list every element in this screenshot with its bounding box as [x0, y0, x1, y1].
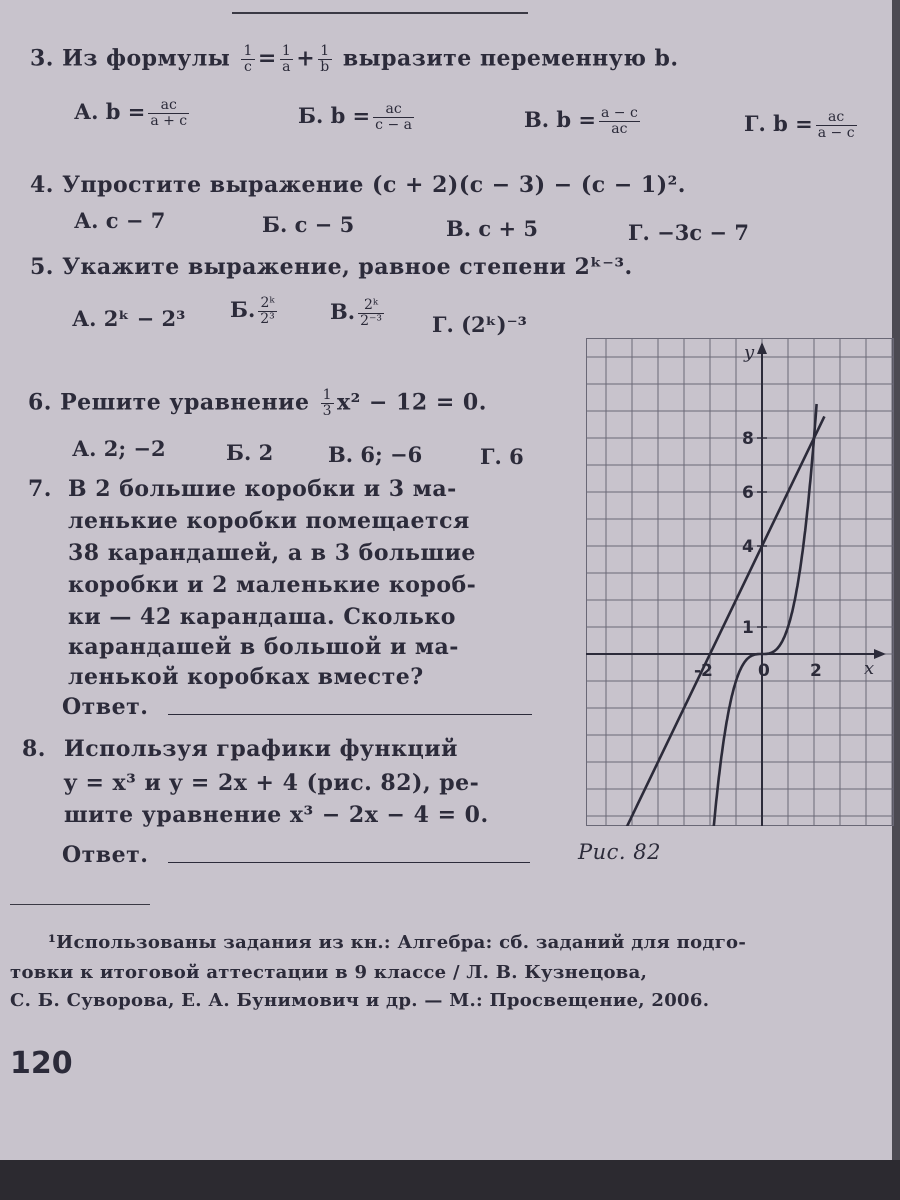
footnote-line: С. Б. Суворова, Е. А. Бунимович и др. — М.: Просвещение, 2006. [10, 990, 710, 1011]
y-tick-label-4: 4 [742, 537, 754, 557]
question-8-answer-line [168, 862, 530, 863]
q3-option-a: А. b = $\frac{ac}{a + c}$ [74, 97, 188, 129]
question-7-line: ленькие коробки помещается [68, 508, 470, 534]
y-axis-label: y [744, 342, 755, 363]
formula-frac-1: $\frac{1}{c}$ [243, 43, 253, 75]
curves [627, 404, 825, 826]
x-axis-label: x [864, 658, 875, 679]
question-3-lead: Из формулы [62, 45, 231, 72]
question-8-line: y = x³ и y = 2x + 4 (рис. 82), ре- [64, 770, 480, 796]
question-7-line: ки — 42 карандаша. Сколько [68, 604, 456, 630]
background-shadow [0, 1160, 900, 1200]
formula-frac-3: $\frac{1}{b}$ [320, 43, 330, 75]
question-7-number: 7. [28, 476, 52, 502]
question-6-tail: x² − 12 = 0. [337, 389, 487, 416]
y-tick-label-8: 8 [742, 429, 754, 449]
question-4-text: Упростите выражение (c + 2)(c − 3) − (c − 1)². [62, 172, 686, 198]
q4-option-c: В. c + 5 [446, 216, 538, 241]
q5-option-d: Г. (2ᵏ)⁻³ [432, 312, 527, 337]
q6-option-b: Б. 2 [226, 440, 274, 465]
question-7-line: ленькой коробках вместе? [68, 664, 424, 690]
y-tick-label-1: 1 [742, 618, 754, 638]
q5-option-b: Б. $\frac{\text{2ᵏ}}{\text{2³}}$ [230, 295, 275, 327]
q4-option-a: А. c − 7 [74, 208, 166, 233]
q6-fraction: $\frac{1}{3}$ [322, 387, 333, 419]
grid [586, 338, 894, 826]
question-6-lead: Решите уравнение [60, 389, 310, 416]
question-8-line: шите уравнение x³ − 2x − 4 = 0. [64, 802, 489, 828]
question-7-answer-line [168, 714, 532, 715]
page-number: 120 [10, 1046, 73, 1081]
question-7-line: коробки и 2 маленькие короб- [68, 572, 477, 598]
series-linear-line [627, 416, 825, 826]
x-tick-label-neg2: -2 [694, 661, 713, 681]
x-tick-label-0: 0 [758, 661, 770, 681]
question-7-line: карандашей в большой и ма- [68, 634, 459, 660]
question-8-number: 8. [22, 736, 46, 762]
q6-option-c: В. 6; −6 [328, 442, 423, 467]
question-4-number: 4. [30, 172, 54, 198]
question-7-line: В 2 большие коробки и 3 ма- [68, 476, 457, 502]
grid-frame [587, 339, 894, 826]
q5-option-a: А. 2ᵏ − 2³ [72, 306, 186, 331]
y-axis-arrow [757, 342, 767, 354]
question-5 [30, 254, 633, 280]
q3-option-d: Г. b = $\frac{ac}{a - c}$ [744, 109, 855, 141]
q3-option-c: В. b = $\frac{a - c}{ac}$ [524, 105, 638, 137]
footnote-rule [10, 904, 150, 905]
figure-caption: Рис. 82 [578, 840, 661, 864]
q4-option-b: Б. c − 5 [262, 212, 355, 237]
y-tick-label-6: 6 [742, 483, 754, 503]
q6-option-a: А. 2; −2 [72, 436, 166, 461]
figure-82-graph [586, 338, 894, 826]
x-axis-arrow [874, 649, 886, 659]
q6-option-d: Г. 6 [480, 444, 524, 469]
q4-option-d: Г. −3c − 7 [628, 220, 749, 245]
q3-option-b: Б. b = $\frac{ac}{c - a}$ [298, 101, 412, 133]
footnote-line: товки к итоговой аттестации в 9 классе / Л. В. Кузнецова, [10, 962, 648, 983]
question-7-line: 38 карандашей, а в 3 большие [68, 540, 476, 566]
top-rule [232, 12, 528, 14]
question-8-line: Используя графики функций [64, 736, 458, 762]
question-5-text: Укажите выражение, равное степени 2ᵏ⁻³. [62, 254, 633, 280]
question-4 [30, 172, 686, 198]
question-6-number: 6. [28, 389, 52, 416]
footnote-line: ¹Использованы задания из кн.: Алгебра: сб. заданий для подго- [48, 932, 747, 953]
q5-option-c: В. $\frac{\text{2ᵏ}}{\text{2⁻³}}$ [330, 297, 382, 329]
x-tick-label-2: 2 [810, 661, 822, 681]
question-3: 3. Из формулы $\frac{1}{c}$ = $\frac{1}{a}$ + $\frac{1}{b}$ выразите переменную b. [30, 43, 679, 75]
question-7-answer-label: Ответ. [62, 694, 149, 720]
question-8-answer-label: Ответ. [62, 842, 149, 868]
question-5-number: 5. [30, 254, 54, 280]
question-3-number: 3. [30, 45, 54, 72]
formula-frac-2: $\frac{1}{a}$ [281, 43, 292, 75]
question-6 [28, 388, 487, 419]
question-3-tail: выразите переменную b. [342, 45, 679, 72]
